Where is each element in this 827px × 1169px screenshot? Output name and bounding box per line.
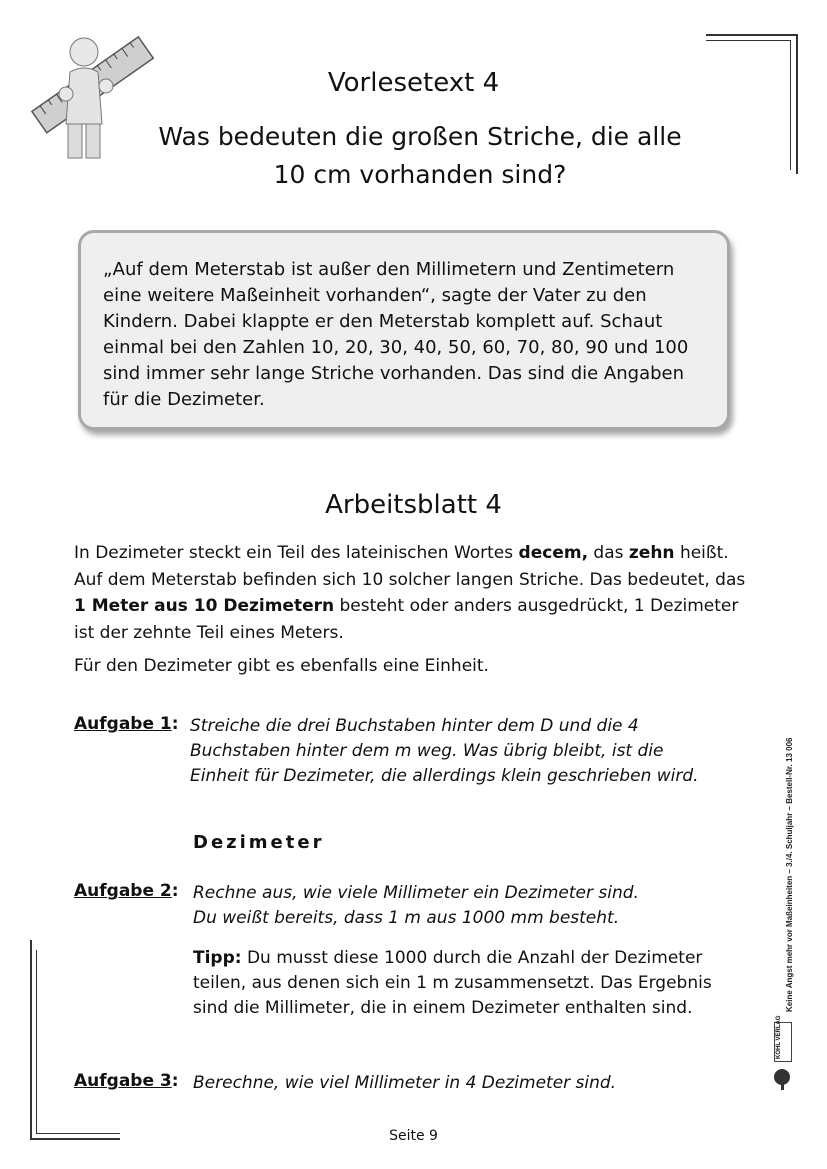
sidebar-book-info: Keine Angst mehr vor Maßeinheiten – 3./4. Schuljahr – Bestell-Nr. 13 006 [785, 737, 794, 1012]
question-line-1: Was bedeuten die großen Striche, die alle [158, 122, 682, 151]
frame-right-line-inner [790, 40, 791, 170]
publisher-name: KOHL VERLAG [776, 1015, 782, 1059]
intro-bold-decem: decem, [518, 543, 589, 563]
page-number: Seite 9 [389, 1128, 438, 1144]
task-1-text: Streiche die drei Buchstaben hinter dem D und die 4 Buchstaben hinter dem m weg. Was übrig bleibt, ist die Einheit für Dezimeter, die allerdings klein geschrieben wird. [190, 716, 699, 786]
worksheet-title: Arbeitsblatt 4 [325, 490, 502, 520]
task-2-tip [193, 946, 723, 1021]
intro-text-e: heißt. Auf dem Meterstab befinden sich 10 solcher langen Striche. Das bedeutet, das [74, 543, 746, 590]
frame-top-right-line [706, 34, 796, 36]
intro-text-a: In Dezimeter steckt ein Teil des lateinischen Wortes [74, 543, 519, 563]
task-3-label: Aufgabe 3: [74, 1071, 179, 1091]
frame-left-line-inner [36, 950, 37, 1133]
tip-text: Du musst diese 1000 durch die Anzahl der Dezimeter teilen, aus denen sich ein 1 m zusammensetzt. Das Ergebnis sind die Millimeter, die in einem Dezimeter enthalten sind. [193, 948, 712, 1018]
page-title: Vorlesetext 4 [327, 68, 500, 98]
frame-right-line [796, 34, 798, 174]
question-line-2: 10 cm vorhanden sind? [273, 160, 567, 189]
reading-text: „Auf dem Meterstab ist außer den Millimetern und Zentimetern eine weitere Maßeinheit vorhanden“, sagte der Vater zu den Kindern. Dabei klappte er den Meterstab komplett auf. Schaut einmal bei den Zahlen 10, 20, 30, 40, 50, 60, 70, 80, 90 und 100 sind immer sehr lange Striche vorhanden. Das sind die Angaben für die Dezimeter. [103, 259, 689, 410]
intro-paragraph-2: Für den Dezimeter gibt es ebenfalls eine Einheit. [74, 656, 489, 676]
task-3-text: Berechne, wie viel Millimeter in 4 Dezimeter sind. [193, 1073, 617, 1093]
task-2-text-line-1: Rechne aus, wie viele Millimeter ein Dezimeter sind. [193, 883, 639, 903]
tip-label: Tipp: [193, 948, 242, 968]
task-1-word: Dezimeter [193, 832, 325, 853]
frame-left-line [30, 940, 32, 1138]
task-1-label: Aufgabe 1: [74, 714, 179, 734]
task-2-label: Aufgabe 2: [74, 881, 179, 901]
reading-text-box [78, 230, 730, 430]
frame-top-right-line-inner [706, 40, 790, 41]
intro-bold-zehn: zehn [628, 543, 675, 563]
publisher-logo [774, 1015, 792, 1062]
tree-logo-icon [770, 1067, 796, 1091]
intro-paragraph [74, 540, 754, 646]
sidebar-publisher-info [770, 682, 800, 1082]
intro-text-g: besteht oder anders ausgedrückt, 1 Dezimeter ist der zehnte Teil eines Meters. [74, 596, 739, 643]
intro-bold-meter: 1 Meter aus 10 Dezimetern [74, 596, 335, 616]
task-2-text-line-2: Du weißt bereits, dass 1 m aus 1000 mm besteht. [193, 908, 620, 928]
intro-text-c: das [588, 543, 629, 563]
